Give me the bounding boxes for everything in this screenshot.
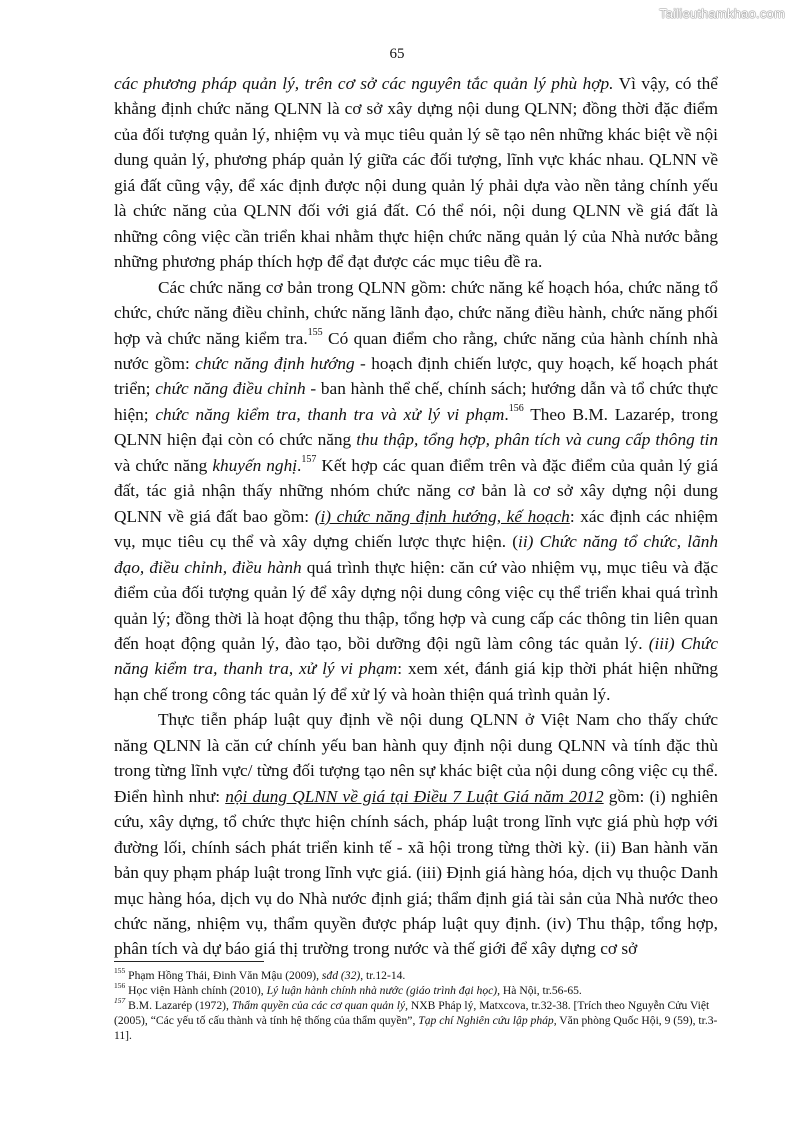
footnote-marker: 156 xyxy=(114,981,126,991)
text-run: . xyxy=(297,455,302,475)
text-run: Các chức năng cơ bản trong QLNN gồm: chức năng kế hoạch hóa, chức năng tổ chức, chức năng điều chỉnh, chức năng lãnh đạo, chức năng điều hành, chức năng phối hợp và chức năng kiểm tra. xyxy=(114,277,718,348)
text-run: B.M. Lazarép (1972), xyxy=(125,999,232,1012)
text-run: gồm: (i) nghiên cứu, xây dựng, tổ chức thực hiện chính sách, pháp luật trong lĩnh vực giá phù hợp với đường lối, chính sách phát triển kinh tế - xã hội trong từng thời kỳ. (ii) Ban hành văn bản quy phạm pháp luật trong lĩnh vực giá. (iii) Định giá hàng hóa, dịch vụ thuộc Danh mục hàng hóa, dịch vụ do Nhà nước định giá; thẩm định giá tài sản của Nhà nước theo chức năng, nhiệm vụ, thẩm quyền được pháp luật quy định. (iv) Thu thập, tổng hợp, phân tích và dự báo giá thị trường trong nước và thế giới để xây dựng cơ sở xyxy=(114,786,718,959)
text-run: thu thập, tổng hợp, phân tích và cung cấp thông tin xyxy=(356,430,718,450)
footnote-marker: 157 xyxy=(301,454,317,466)
footnote-marker: 155 xyxy=(307,326,323,338)
text-run: Theo B.M. Lazarép, trong QLNN hiện đại còn có chức năng xyxy=(114,404,718,450)
footnote-marker: 157 xyxy=(114,996,126,1006)
text-run: Học viện Hành chính (2010), xyxy=(125,984,267,997)
footnote xyxy=(114,983,718,998)
text-run: Phạm Hồng Thái, Đinh Văn Mậu (2009), xyxy=(125,969,322,982)
text-run: sđd (32) xyxy=(321,969,361,982)
text-run: Thẩm quyền của các cơ quan quản lý, xyxy=(231,999,409,1012)
text-run: chức năng định hướng xyxy=(195,353,355,373)
text-run: : xác định các nhiệm vụ, mục tiêu cụ thể và xây dựng chiến lược thực hiện. ( xyxy=(114,506,718,552)
text-run: (i) chức năng định hướng, kế hoạch xyxy=(314,506,570,526)
text-run: : xem xét, đánh giá kịp thời phát hiện những hạn chế trong công tác quản lý để xử lý và hoàn thiện quá trình quản lý. xyxy=(114,659,718,704)
text-run: Thực tiễn pháp luật quy định về nội dung QLNN ở Việt Nam cho thấy chức năng QLNN là căn cứ chính yếu ban hành quy định nội dung QLNN và tính đặc thù trong từng lĩnh vực/ từng đối tượng tạo nên sự khác biệt của nội dung công việc cụ thể. Điển hình như: xyxy=(114,710,718,806)
text-run: , tr.12-14. xyxy=(360,969,406,982)
text-run: Có quan điểm cho rằng, chức năng của hành chính nhà nước gồm: xyxy=(114,328,718,373)
text-run: các phương pháp quản lý, trên cơ sở các nguyên tắc quản lý phù hợp. xyxy=(114,74,614,93)
text-run: Hà Nội, tr.56-65. xyxy=(500,984,582,997)
text-run: Kết hợp các quan điểm trên và đặc điểm của quản lý giá đất, tác giả nhận thấy những nhóm chức năng cơ bản là cơ sở xây dựng nội dung QLNN về giá đất bao gồm: xyxy=(114,455,718,526)
text-run: nội dung QLNN về giá tại Điều 7 Luật Giá năm 2012 xyxy=(225,786,604,806)
footnote xyxy=(114,998,718,1043)
text-run: chức năng kiểm tra, thanh tra và xử lý vi phạm xyxy=(155,404,505,424)
text-run: ii) Chức năng tổ chức, lãnh đạo, điều chỉnh, điều hành xyxy=(114,532,718,577)
text-run: Vì vậy, có thể khẳng định chức năng QLNN là cơ sở xây dựng nội dung QLNN; đồng thời đặc điểm của đối tượng quản lý, nhiệm vụ và mục tiêu quản lý sẽ tạo nên những khác biệt về nội dung quản lý, phương pháp quản lý giữa các đối tượng, lĩnh vực khác nhau. QLNN về giá đất cũng vậy, để xác định được nội dung quản lý phải dựa vào nền tảng chính yếu là chức năng của QLNN đối với giá đất. Có thể nói, nội dung QLNN về giá đất là những công việc cần triển khai nhằm thực hiện chức năng quản lý của Nhà nước bằng những phương pháp thích hợp để đạt được các mục tiêu đề ra. xyxy=(114,74,718,272)
text-run: - hoạch định chiến lược, quy hoạch, kế hoạch phát triển; xyxy=(114,353,718,399)
text-run: - ban hành thể chế, chính sách; hướng dẫn và tổ chức thực hiện; xyxy=(114,379,719,424)
footnote-marker: 156 xyxy=(508,403,524,415)
text-run: . xyxy=(504,404,509,424)
text-run: NXB Pháp lý, Matxcova, tr.32-38. [Trích theo Nguyễn Cửu Việt (2005), “Các yếu tố cấu thành và tính hệ thống của thẩm quyền”, xyxy=(114,999,710,1027)
footnote-divider xyxy=(114,961,264,962)
footnotes xyxy=(114,968,718,1043)
body-paragraph xyxy=(114,71,718,275)
text-run: Văn phòng Quốc Hội, 9 (59), tr.3-11]. xyxy=(114,1014,718,1042)
footnote xyxy=(114,968,718,983)
text-run: Lý luận hành chính nhà nước (giáo trình đại học), xyxy=(266,984,501,997)
body-text xyxy=(114,71,718,962)
text-run: chức năng điều chỉnh xyxy=(155,379,306,399)
body-paragraph xyxy=(114,707,718,962)
text-run: và chức năng xyxy=(114,455,213,475)
body-paragraph xyxy=(114,275,718,708)
text-run: khuyến nghị xyxy=(212,455,298,475)
text-run: (iii) Chức năng kiểm tra, thanh tra, xử lý vi phạm xyxy=(114,633,718,679)
watermark: Tailieuthamkhao.com xyxy=(659,6,785,21)
text-run: Tạp chí Nghiên cứu lập pháp, xyxy=(418,1014,557,1027)
footnote-marker: 155 xyxy=(114,966,126,976)
text-run: quá trình thực hiện: căn cứ vào nhiệm vụ, mục tiêu và đặc điểm của đối tượng quản lý để xây dựng nội dung công việc cụ thể triển khai quá trình quản lý; đồng thời là hoạt động thu thập, tổng hợp và cung cấp các thông tin liên quan đến hoạt động quản lý, đào tạo, bồi dưỡng đội ngũ làm công tác quản lý. xyxy=(114,557,718,653)
page-number: 65 xyxy=(389,46,405,62)
